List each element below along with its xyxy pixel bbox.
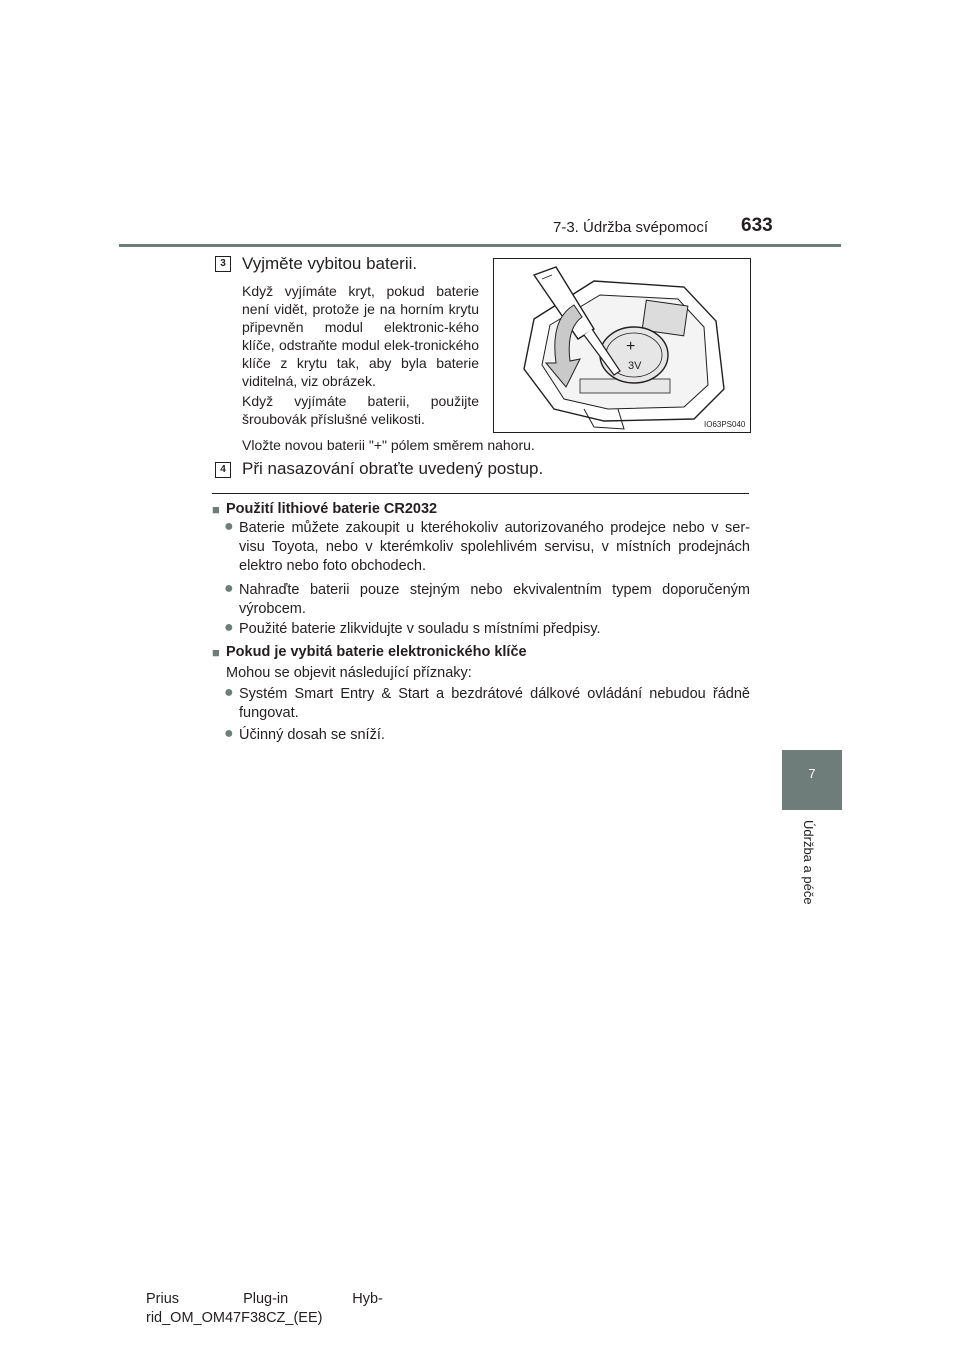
- bullet-text: Účinný dosah se sníží.: [239, 727, 385, 743]
- footer-document-id: [146, 1290, 383, 1328]
- step-title: Při nasazování obraťte uvedený postup.: [242, 459, 544, 478]
- square-bullet-icon: ■: [212, 502, 220, 517]
- battery-voltage-label: 3V: [628, 360, 642, 372]
- section-rule: [212, 493, 749, 494]
- step-number-box: 3: [215, 256, 231, 272]
- square-bullet-icon: ■: [212, 645, 220, 660]
- battery-plus-label: +: [626, 338, 636, 355]
- chapter-tab-label: Údržba a péče: [801, 820, 816, 905]
- bullet-text: Použité baterie zlikvidujte v souladu s místními předpisy.: [239, 621, 601, 637]
- bullet-dot-icon: ●: [224, 684, 234, 701]
- figure-code: IO63PS040: [704, 420, 746, 429]
- bullet-text: Baterie můžete zakoupit u kteréhokoliv autorizovaného prodejce nebo v ser-visu Toyota, nebo v kterémkoliv spolehlivém servisu, v místních prodejnách elektro nebo foto obchodech.: [239, 520, 750, 574]
- step-number-box: 4: [215, 462, 231, 478]
- key-battery-figure: [493, 258, 751, 433]
- header-rule: [119, 244, 841, 247]
- bullet-dot-icon: ●: [224, 619, 234, 636]
- footer-line: rid_OM_OM47F38CZ_(EE): [146, 1310, 323, 1326]
- section-heading: Použití lithiové baterie CR2032: [226, 501, 438, 517]
- section-intro: Mohou se objevit následující příznaky:: [226, 665, 472, 681]
- bullet-dot-icon: ●: [224, 518, 234, 535]
- section-heading: Pokud je vybitá baterie elektronického klíče: [226, 644, 527, 660]
- key-battery-illustration: [494, 259, 750, 432]
- bullet-text: Systém Smart Entry & Start a bezdrátové dálkové ovládání nebudou řádně fungovat.: [239, 686, 750, 721]
- header-section-title: 7-3. Údržba svépomocí: [553, 219, 709, 236]
- bullet-dot-icon: ●: [224, 725, 234, 742]
- footer-line: Prius Plug-in Hyb-: [146, 1291, 383, 1307]
- chapter-tab-number: 7: [808, 766, 816, 781]
- step-title: Vyjměte vybitou baterii.: [242, 254, 418, 273]
- step-note: Vložte novou baterii "+" pólem směrem nahoru.: [242, 437, 535, 453]
- bullet-text: Nahraďte baterii pouze stejným nebo ekvivalentním typem doporučeným výrobcem.: [239, 582, 750, 617]
- bullet-dot-icon: ●: [224, 580, 234, 597]
- step-note: Když vyjímáte baterii, použijte šroubovák příslušné velikosti.: [242, 393, 479, 427]
- page-number: 633: [741, 215, 773, 236]
- step-note: Když vyjímáte kryt, pokud baterie není vidět, protože je na horním krytu připevněn modul elektronic-kého klíče, odstraňte modul elek-tronického klíče z krytu tak, aby byla baterie viditelná, viz obrázek.: [242, 283, 479, 389]
